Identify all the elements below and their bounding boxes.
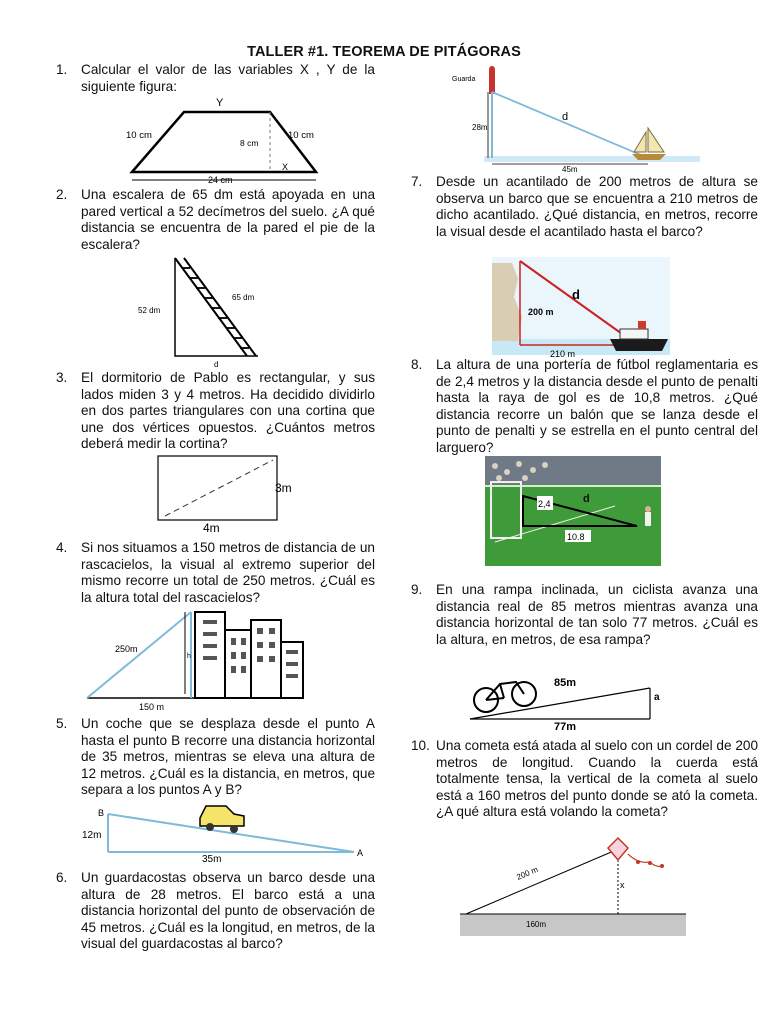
car-icon <box>200 806 244 833</box>
problem-8: 8. La altura de una portería de fútbol reglamentaria es de 2,4 metros y la distancia desde el punto de penalti hasta la raya de gol es de 10,8 metros. ¿Qué distancia recorre un balón que se lanza desde el punto de penalti y se estrella en el punto central del larguero? <box>411 357 758 455</box>
problem-2: 2. Una escalera de 65 dm está apoyada en una pared vertical a 52 decímetros del suelo. ¿A qué distancia se encuentra de la pared el pie de la escalera? <box>56 187 375 252</box>
fig7-base: 210 m <box>550 349 576 359</box>
fig6-d: d <box>562 111 569 123</box>
problem-10: 10. Una cometa está atada al suelo con un cordel de 200 metros de longitud. Cuando la cuerda está totalmente tensa, la vertical de la cometa al suelo está a 160 metros del punto donde se ató la cometa. ¿A qué altura está volando la cometa? <box>411 738 758 820</box>
problem-1: 1. Calcular el valor de las variables X , Y de la siguiente figura: <box>56 62 375 94</box>
figure-rectangle <box>155 454 315 536</box>
fig1-base: 24 cm <box>208 175 233 185</box>
fig9-base: 77m <box>554 721 577 733</box>
figure-trapezoid <box>120 96 340 188</box>
figure-coastguard <box>452 66 702 172</box>
player-icon <box>645 506 651 526</box>
fig10-hyp: 200 m <box>515 864 540 882</box>
fig4-base: 150 m <box>139 702 165 712</box>
fig9-hyp: 85m <box>554 677 577 689</box>
problem-5: 5. Un coche que se desplaza desde el punto A hasta el punto B recorre una distancia horizontal de 35 metros, mientras se eleva una altura de 12 metros. ¿Cuál es la distancia, en metros, que separa a los puntos A y B? <box>56 716 375 798</box>
fig7-d: d <box>572 287 580 302</box>
figure-soccer <box>485 456 661 566</box>
sailboat-icon <box>632 128 666 160</box>
fig2-ladder: 65 dm <box>232 293 255 302</box>
bicycle-icon <box>474 682 536 712</box>
figure-ladder <box>130 256 270 370</box>
fig5-height: 12m <box>82 830 102 841</box>
fig9-a: a <box>654 692 660 703</box>
fig1-height: 8 cm <box>240 138 259 148</box>
fig5-a: A <box>357 848 364 858</box>
fig2-wall: 52 dm <box>138 306 161 315</box>
problem-9: 9. En una rampa inclinada, un ciclista avanza una distancia real de 85 metros mientras avanza una distancia horizontal de tan solo 77 metros. ¿Cuál es la altura, en metros, de esa rampa? <box>411 582 758 647</box>
fig3-base: 4m <box>203 521 220 535</box>
kite-icon <box>608 838 664 868</box>
page-title: TALLER #1. TEOREMA DE PITÁGORAS <box>247 44 521 60</box>
fig10-base: 160m <box>526 920 547 929</box>
figure-kite <box>458 836 688 936</box>
fig1-left: 10 cm <box>126 130 152 141</box>
fig6-height: 28m <box>472 123 488 132</box>
fig8-base: 10.8 <box>567 532 585 542</box>
figure-ramp-cyclist <box>464 664 674 734</box>
fig6-base: 45m <box>562 165 578 174</box>
figure-car-ramp <box>82 800 382 866</box>
fig8-d: d <box>583 493 590 505</box>
fig6-guard: Guarda <box>452 76 476 83</box>
problem-7: 7. Desde un acantilado de 200 metros de altura se observa un barco que se encuentra a 210 metros de dicho acantilado. ¿Qué distancia, en metros, recorre la visual desde el acantilado hasta el barco? <box>411 174 758 239</box>
fig8-height: 2,4 <box>538 499 551 509</box>
problem-3: 3. El dormitorio de Pablo es rectangular, y sus lados miden 3 y 4 metros. Ha decidido dividirlo en dos partes triangulares con una cortina que une dos vértices opuestos. ¿Cuántos metros deberá medir la cortina? <box>56 370 375 452</box>
fig5-b: B <box>98 808 105 818</box>
fig1-x: X <box>282 162 289 172</box>
fig10-x: x <box>620 880 625 890</box>
figure-skyscraper <box>85 606 325 712</box>
guard-icon <box>489 66 495 94</box>
figure-cliff <box>492 257 670 357</box>
fig5-base: 35m <box>202 854 222 865</box>
fig2-d: d <box>214 360 219 369</box>
fig7-height: 200 m <box>528 307 554 317</box>
fig4-hyp: 250m <box>115 644 138 654</box>
fig1-y: Y <box>216 97 224 109</box>
fig4-h: h <box>187 653 191 660</box>
fig1-right: 10 cm <box>288 130 314 141</box>
problem-6: 6. Un guardacostas observa un barco desde una altura de 28 metros. El barco está a una distancia horizontal del punto de observación de 45 metros. ¿Cuál es la longitud, en metros, de la visual del guardacostas al barco? <box>56 870 375 952</box>
problem-4: 4. Si nos situamos a 150 metros de distancia de un rascacielos, la visual al extremo superior del mismo recorre un total de 250 metros. ¿Cuál es la altura total del rascacielos? <box>56 540 375 605</box>
fig3-side: 3m <box>275 481 292 495</box>
